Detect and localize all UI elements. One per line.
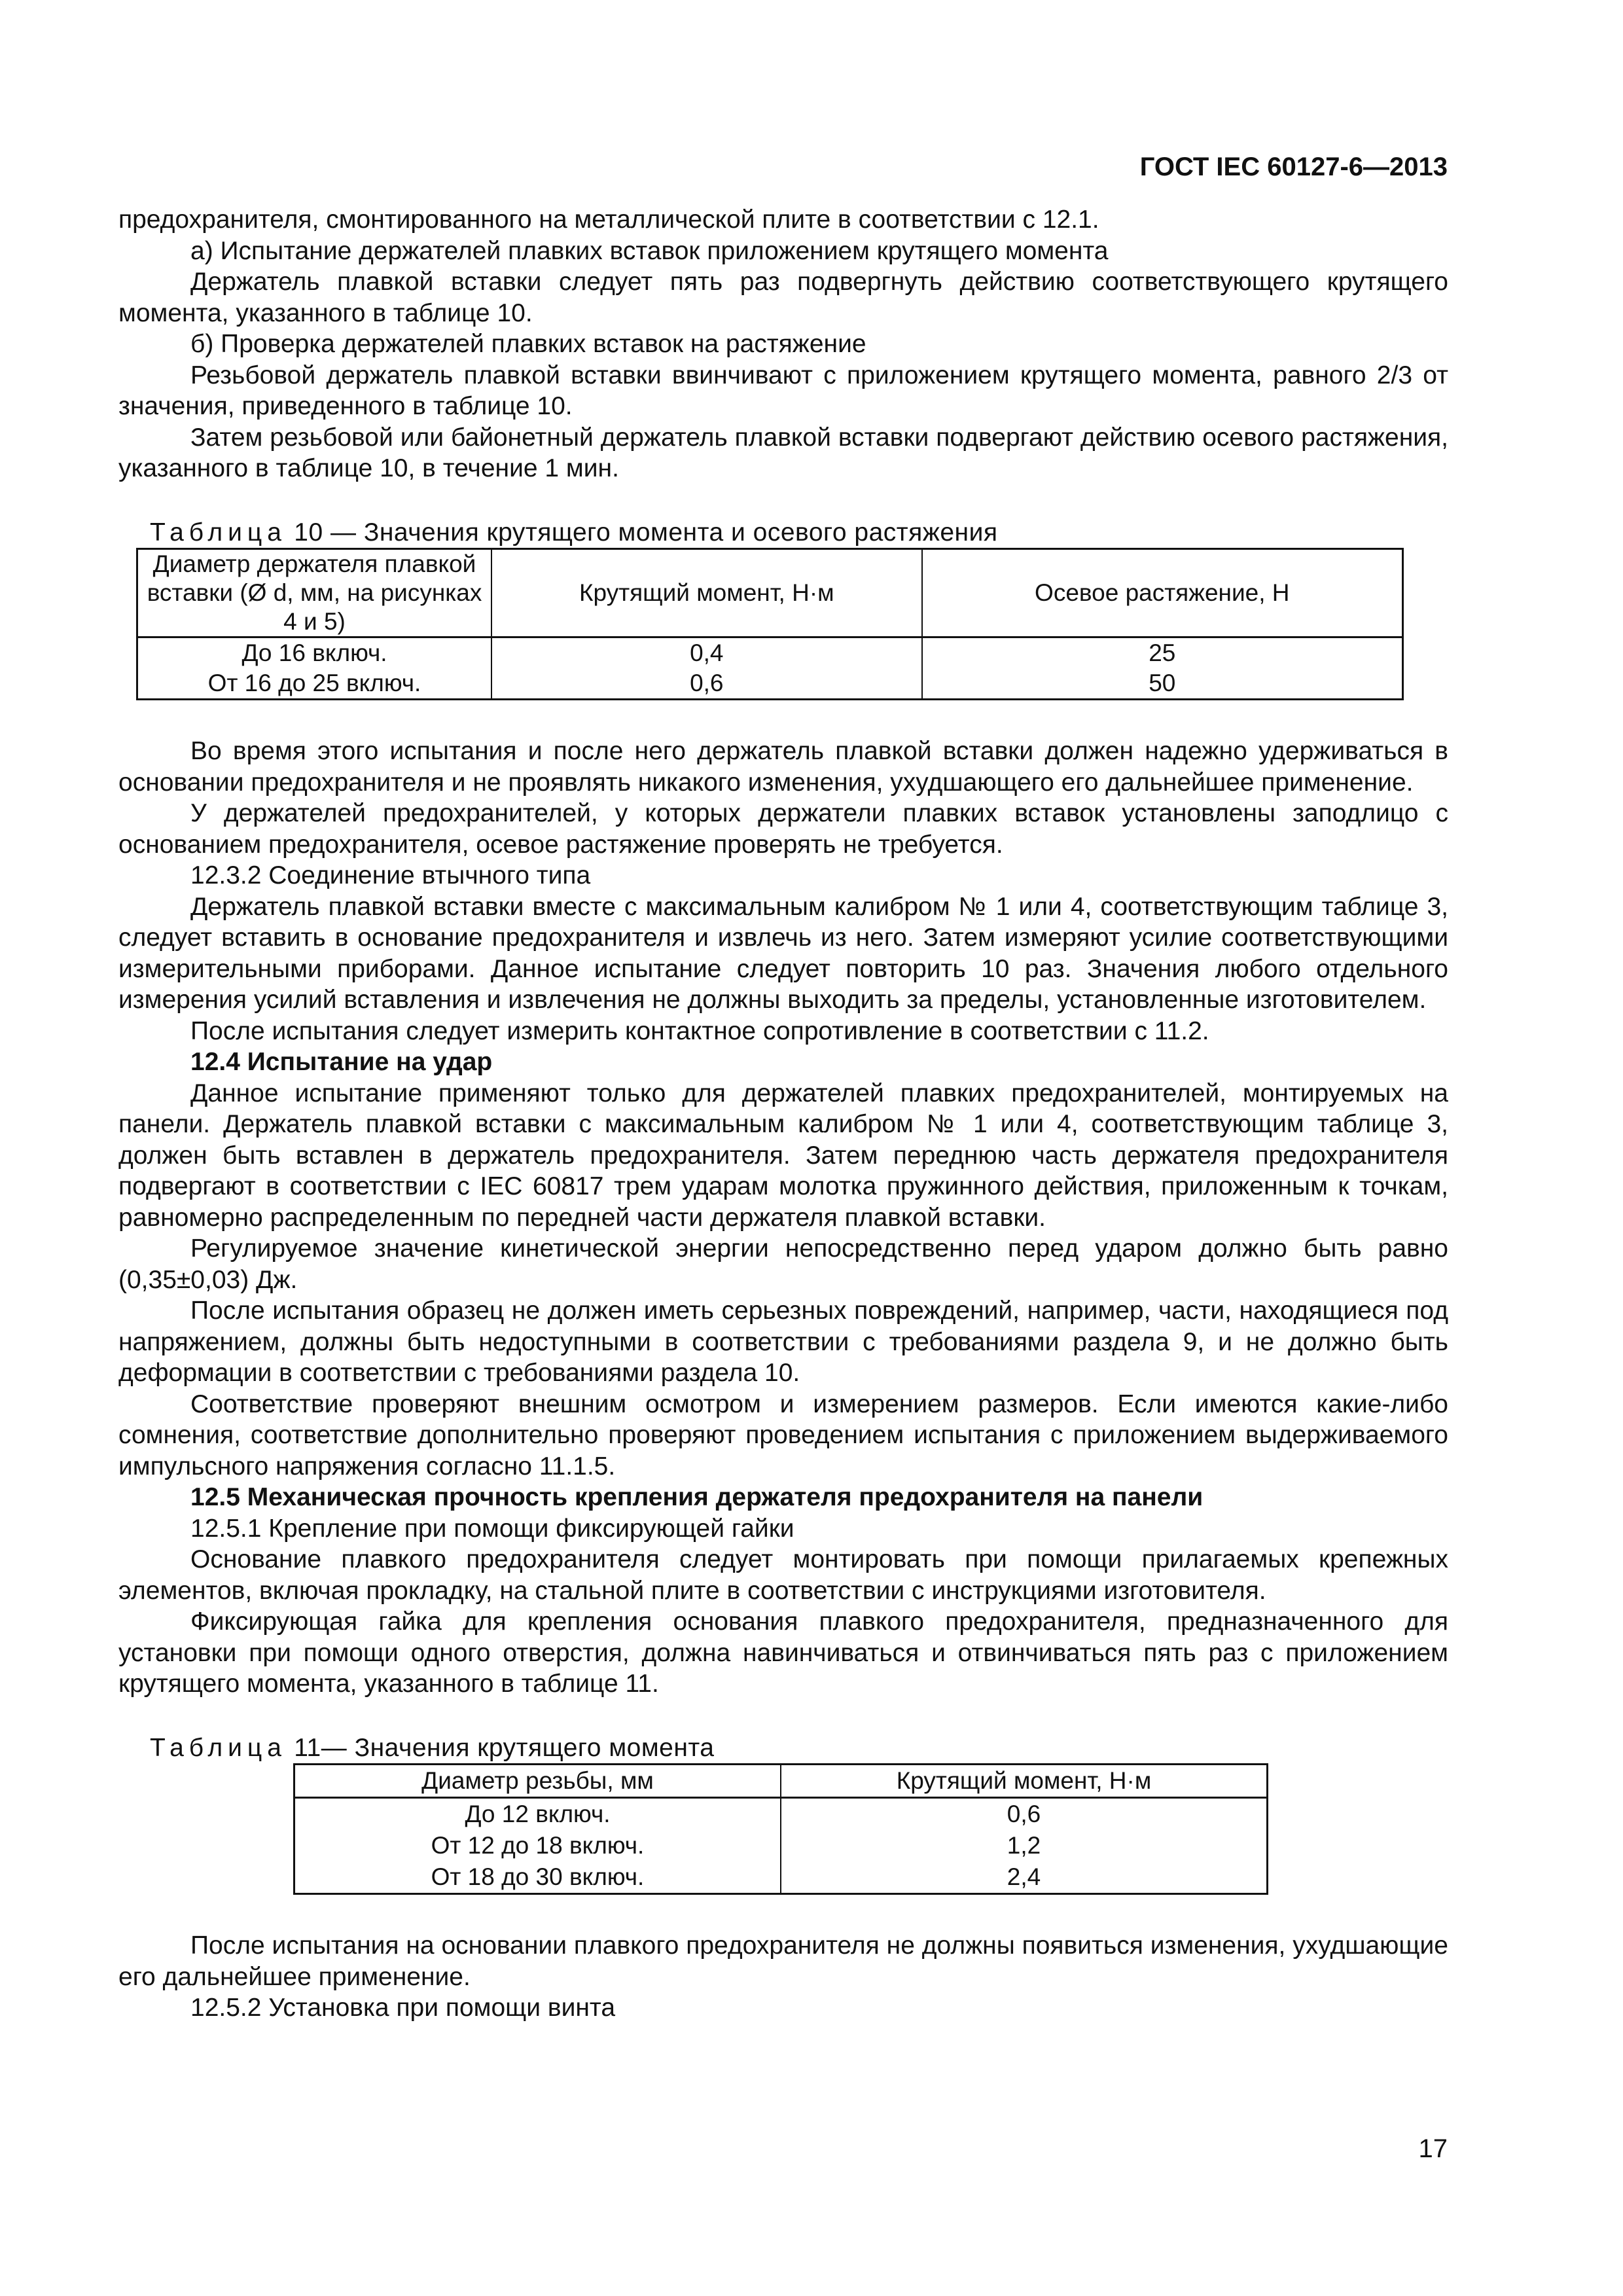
table10-caption-label: Таблица [150,518,287,547]
paragraph: Регулируемое значение кинетической энергии непосредственно перед ударом должно быть равно (0,35±0,03) Дж. [118,1234,1448,1294]
paragraph: 12.4 Испытание на удар [190,1048,493,1076]
paragraph: 12.5 Механическая прочность крепления держателя предохранителя на панели [190,1483,1204,1511]
table11-cell: От 18 до 30 включ. [294,1861,781,1894]
table-10 [136,548,1404,700]
table10-caption [150,517,1448,548]
paragraph: После испытания образец не должен иметь серьезных повреждений, например, части, находящиеся под напряжением, должны быть недоступными в соответствии с требованиями раздела 9, и не должно быть деформации в соответствии с требованиями раздела 10. [118,1297,1448,1387]
table-row [137,637,1403,669]
section-middle [118,736,1448,1700]
table10-cell: 50 [922,668,1403,700]
paragraph: Фиксирующая гайка для крепления основания плавкого предохранителя, предназначенного для установки при помощи одного отверстия, должна навинчиваться и отвинчиваться пять раз с приложением крутящего момента, указанного в таблице 11. [118,1607,1448,1698]
paragraph: Затем резьбовой или байонетный держатель плавкой вставки подвергают действию осевого растяжения, указанного в таблице 10, в течение 1 мин. [118,423,1448,482]
standard-header: ГОСТ IEC 60127-6—2013 [1139,152,1448,181]
table-row [294,1830,1268,1861]
table-11 [293,1763,1268,1895]
paragraph: предохранителя, смонтированного на металлической плите в соответствии с 12.1. [118,206,1099,234]
table11-cell: 2,4 [781,1861,1268,1894]
paragraph: б) Проверка держателей плавких вставок на растяжение [190,330,866,358]
table-row [294,1798,1268,1831]
table11-caption-text: 11— Значения крутящего момента [294,1733,715,1762]
paragraph: а) Испытание держателей плавких вставок приложением крутящего момента [190,236,1109,265]
table11-header-torque: Крутящий момент, Н·м [781,1765,1268,1798]
paragraph: 12.5.2 Установка при помощи винта [190,1994,616,2022]
table10-cell: 25 [922,637,1403,669]
table11-cell: 0,6 [781,1798,1268,1831]
paragraph: После испытания следует измерить контактное сопротивление в соответствии с 11.2. [190,1016,1209,1045]
table11-caption [150,1732,1448,1764]
page-body [118,204,1448,2024]
section-top [118,204,1448,484]
table10-cell: От 16 до 25 включ. [137,668,492,700]
table10-header-tension: Осевое растяжение, Н [922,549,1403,637]
table10-header-diameter: Диаметр держателя плавкой вставки (Ø d, мм, на рисунках 4 и 5) [137,549,492,637]
table11-header-diameter: Диаметр резьбы, мм [294,1765,781,1798]
paragraph: Держатель плавкой вставки вместе с максимальным калибром № 1 или 4, соответствующим таблице 3, следует вставить в основание предохранителя и извлечь из него. Затем измеряют усилие соответствующими измерительными приборами. Данное испытание следует повторить 10 раз. Значения любого отдельного измерения усилий вставления и извлечения не должны выходить за пределы, установленные изготовителем. [118,892,1448,1014]
table11-cell: 1,2 [781,1830,1268,1861]
paragraph: Соответствие проверяют внешним осмотром и измерением размеров. Если имеются какие-либо сомнения, соответствие дополнительно проверяют проведением испытания с приложением выдерживаемого импульсного напряжения согласно 11.1.5. [118,1390,1448,1480]
paragraph: 12.5.1 Крепление при помощи фиксирующей гайки [190,1514,794,1543]
table10-cell: 0,4 [491,637,922,669]
table10-header-torque: Крутящий момент, Н·м [491,549,922,637]
table-row [137,668,1403,700]
table11-header-row [294,1765,1268,1798]
page-number: 17 [1418,2134,1448,2163]
table10-caption-text: 10 — Значения крутящего момента и осевого растяжения [294,518,998,547]
paragraph: Держатель плавкой вставки следует пять раз подвергнуть действию соответствующего крутящего момента, указанного в таблице 10. [118,268,1448,327]
table10-cell: 0,6 [491,668,922,700]
table-row [294,1861,1268,1894]
table10-header-row [137,549,1403,637]
paragraph: У держателей предохранителей, у которых держатели плавких вставок установлены заподлицо с основанием предохранителя, осевое растяжение проверять не требуется. [118,799,1448,859]
paragraph: Во время этого испытания и после него держатель плавкой вставки должен надежно удерживаться в основании предохранителя и не проявлять никакого изменения, ухудшающего его дальнейшее применение. [118,737,1448,797]
paragraph: Резьбовой держатель плавкой вставки ввинчивают с приложением крутящего момента, равного 2/3 от значения, приведенного в таблице 10. [118,361,1448,420]
table10-cell: До 16 включ. [137,637,492,669]
paragraph: После испытания на основании плавкого предохранителя не должны появиться изменения, ухудшающие его дальнейшее применение. [118,1931,1448,1991]
table11-cell: До 12 включ. [294,1798,781,1831]
paragraph: Данное испытание применяют только для держателей плавких предохранителей, монтируемых на панели. Держатель плавкой вставки с максимальным калибром № 1 или 4, соответствующим таблице 3, должен быть вставлен в держатель предохранителя. Затем переднюю часть держателя предохранителя подвергают в соответствии с IEC 60817 трем ударам молотка пружинного действия, приложенным к точкам, равномерно распределенным по передней части держателя плавкой вставки. [118,1079,1448,1232]
table11-caption-label: Таблица [150,1733,287,1762]
table11-cell: От 12 до 18 включ. [294,1830,781,1861]
paragraph: Основание плавкого предохранителя следует монтировать при помощи прилагаемых крепежных элементов, включая прокладку, на стальной плите в соответствии с инструкциями изготовителя. [118,1545,1448,1605]
section-bottom [118,1930,1448,2024]
paragraph: 12.3.2 Соединение втычного типа [190,861,591,889]
